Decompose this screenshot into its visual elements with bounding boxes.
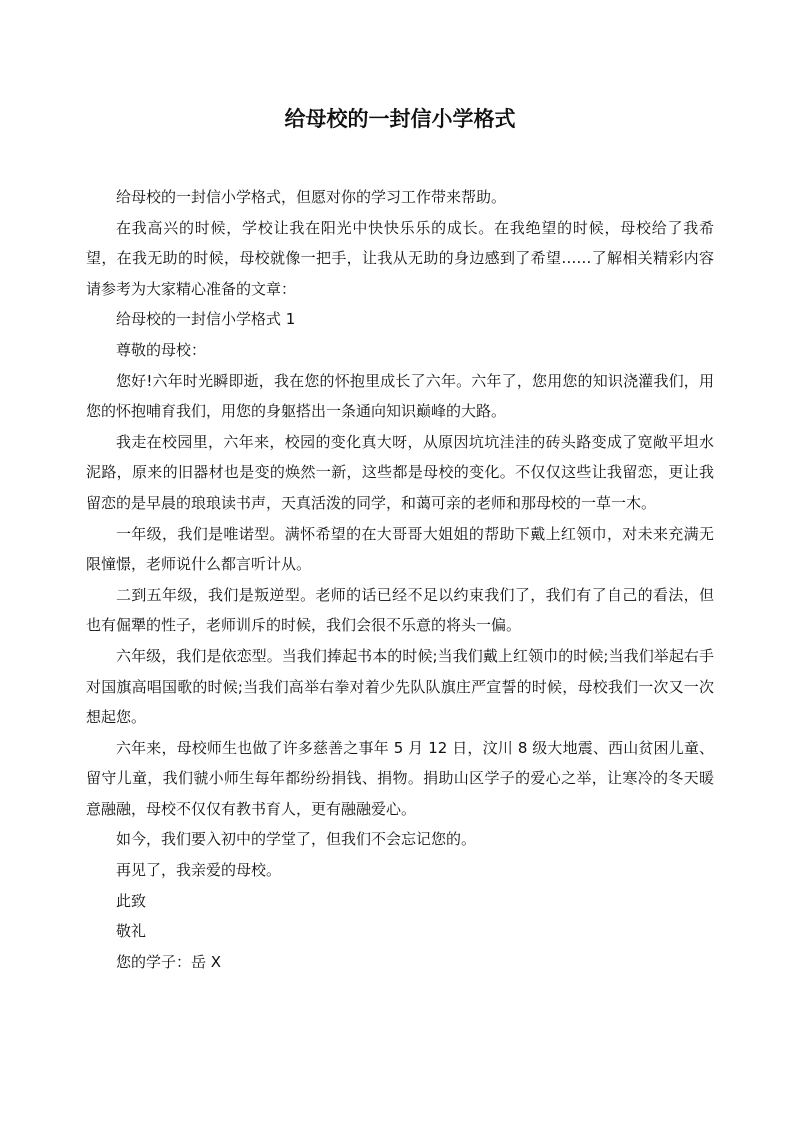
signature: 您的学子：岳 X xyxy=(116,952,222,971)
letter-heading: 给母校的一封信小学格式 1 xyxy=(116,310,296,329)
paragraph: 我走在校园里，六年来，校园的变化真大呀，从原因坑坑洼洼的砖头路变成了宽敞平坦水泥路，原来的旧器材也是变的焕然一新，这些都是母校的变化。不仅仅这些让我留恋，更让我留恋的是早晨的琅琅读书声，天真活泼的同学，和蔼可亲的老师和那母校的一草一木。 xyxy=(86,432,714,512)
closing-regards: 敬礼 xyxy=(116,922,147,941)
document-body xyxy=(86,182,714,977)
paragraph-farewell: 再见了，我亲爱的母校。 xyxy=(116,861,282,880)
paragraph: 六年级，我们是依恋型。当我们捧起书本的时候;当我们戴上红领巾的时候;当我们举起右手对国旗高唱国歌的时候;当我们高举右拳对着少先队队旗庄严宣誓的时候，母校我们一次又一次想起您。 xyxy=(86,646,714,727)
paragraph: 如今，我们要入初中的学堂了，但我们不会忘记您的。 xyxy=(116,830,477,849)
paragraph: 二到五年级，我们是叛逆型。老师的话已经不足以约束我们了，我们有了自己的看法，但也有倔犟的性子，老师训斥的时候，我们会很不乐意的将头一偏。 xyxy=(86,585,714,635)
closing-line: 此致 xyxy=(116,891,147,910)
letter-salutation: 尊敬的母校： xyxy=(116,340,207,359)
document-title: 给母校的一封信小学格式 xyxy=(284,107,516,131)
paragraph-preface: 在我高兴的时候，学校让我在阳光中快快乐乐的成长。在我绝望的时候，母校给了我希望，在我无助的时候，母校就像一把手，让我从无助的身边感到了希望……了解相关精彩内容请参考为大家精心准备的文章： xyxy=(86,218,714,298)
paragraph: 一年级，我们是唯诺型。满怀希望的在大哥哥大姐姐的帮助下戴上红领巾，对未来充满无限憧憬，老师说什么都言听计从。 xyxy=(86,524,714,574)
paragraph: 六年来，母校师生也做了许多慈善之事年 5 月 12 日，汶川 8 级大地震、西山贫困儿童、留守儿童，我们虢小师生每年都纷纷捐钱、捐物。捐助山区学子的爱心之举，让寒冷的冬天暖意融融，母校不仅仅有教书育人，更有融融爱心。 xyxy=(86,738,714,818)
paragraph: 您好!六年时光瞬即逝，我在您的怀抱里成长了六年。六年了，您用您的知识浇灌我们，用您的怀抱哺育我们，用您的身躯搭出一条通向知识巅峰的大路。 xyxy=(86,371,714,421)
paragraph-intro: 给母校的一封信小学格式，但愿对你的学习工作带来帮助。 xyxy=(116,188,507,206)
